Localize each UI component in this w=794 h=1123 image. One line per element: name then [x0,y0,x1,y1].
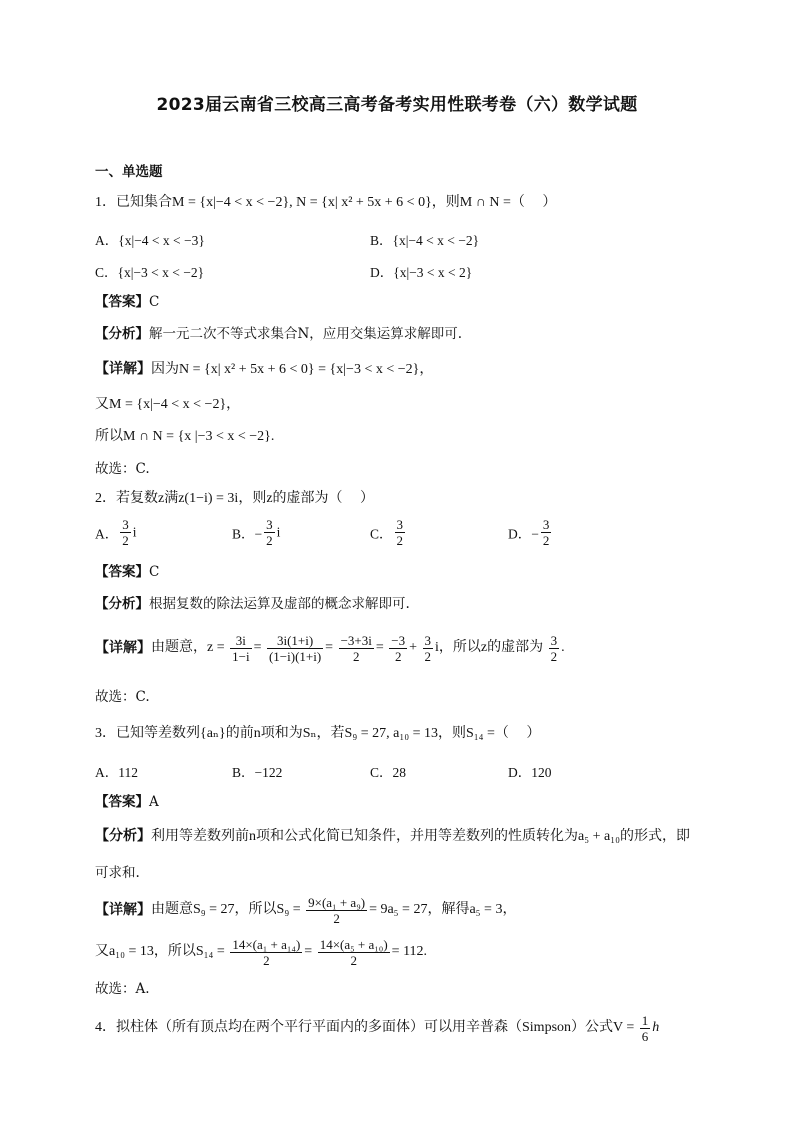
q1-stem: 1．已知集合M = {x|−4 < x < −2}, N = {x| x² + 5x + 6 < 0}，则M ∩ N =（ ） [95,195,557,210]
analysis-label: 【分析】 [95,326,149,342]
q1-detail-line1: 因为N = {x| x² + 5x + 6 < 0} = {x|−3 < x < −2}， [151,362,434,377]
q1-option-c: C．{x|−3 < x < −2} [95,265,205,280]
q1-option-d: D．{x|−3 < x < 2} [370,265,473,280]
q1-detail [95,360,433,379]
q3-option-b: B．−122 [232,765,283,780]
q2-answer: 【答案】C [95,564,160,580]
q1-analysis [95,325,462,343]
q2-stem: 2．若复数z满z(1−i) = 3i，则z的虚部为（ ） [95,491,375,506]
q1-option-b: B．{x|−4 < x < −2} [370,233,480,248]
answer-label: 【答案】 [95,294,149,310]
q2-detail: 【详解】由题意，z = $\frac{3i}{1-i}$ = $\frac{3i(1+i)}{(1-i)(1+i)}$ = $\frac{-3+3i}{2}$ = $\frac{-3}{2}$ + $\frac{3}{2}$ i，所以z的虚部为 $\frac{3}{2}$ . [95,632,565,664]
q3-option-c: C．28 [370,765,407,780]
q3-answer: 【答案】A [95,794,159,810]
q1-answer [95,293,159,311]
q4-stem: 4．拟柱体（所有顶点均在两个平行平面内的多面体）可以用辛普森（Simpson）公式V = $\frac{1}{6}$ h [95,1012,660,1044]
q2-analysis: 【分析】根据复数的除法运算及虚部的概念求解即可. [95,596,410,612]
q2-choose: 故选：C. [95,689,150,705]
q1-detail-line2: 又M = {x|−4 < x < −2}， [95,397,241,412]
q2-option-a: A． $\frac{3}{2}$ i [95,517,137,548]
q3-stem: 3．已知等差数列{aₙ}的前n项和为Sₙ，若S₉ = 27, a₁₀ = 13，则S₁₄ =（ ） [95,726,541,741]
q3-detail-line1: 【详解】由题意S₉ = 27，所以S₉ = $\frac{\text{9×(a₁ + a₉)}}{2}$ = 9a₅ = 27，解得a₅ = 3， [95,894,517,926]
q1-detail-line3: 所以M ∩ N = {x |−3 < x < −2}. [95,429,275,444]
q3-analysis: 【分析】利用等差数列前n项和公式化简已知条件，并用等差数列的性质转化为a₅ + a₁₀的形式，即 [95,828,690,844]
page-title: 2023届云南省三校高三高考备考实用性联考卷（六）数学试题 [156,95,638,115]
q2-option-b: B．− $\frac{3}{2}$ i [232,517,281,548]
q3-choose: 故选：A. [95,981,150,997]
detail-label: 【详解】 [95,361,151,377]
q3-analysis-line2: 可求和. [95,865,140,881]
q3-detail-line2: 又a₁₀ = 13，所以S₁₄ = $\frac{\text{14×(a₁ + a₁₄)}}{2}$ = $\frac{\text{14×(a₅ + a₁₀)}}{2}$ = 112. [95,936,428,968]
q3-option-a: A．112 [95,765,138,780]
section-heading: 一、单选题 [95,164,163,180]
q1-analysis-text: 解一元二次不等式求集合N，应用交集运算求解即可. [149,326,463,342]
q1-answer-value: C [149,294,160,310]
q2-option-c: C． $\frac{3}{2}$ [370,517,404,548]
q2-option-d: D．− $\frac{3}{2}$ [508,517,550,548]
q1-option-a: A．{x|−4 < x < −3} [95,233,205,248]
q3-option-d: D．120 [508,765,552,780]
q1-choose: 故选：C. [95,461,150,477]
